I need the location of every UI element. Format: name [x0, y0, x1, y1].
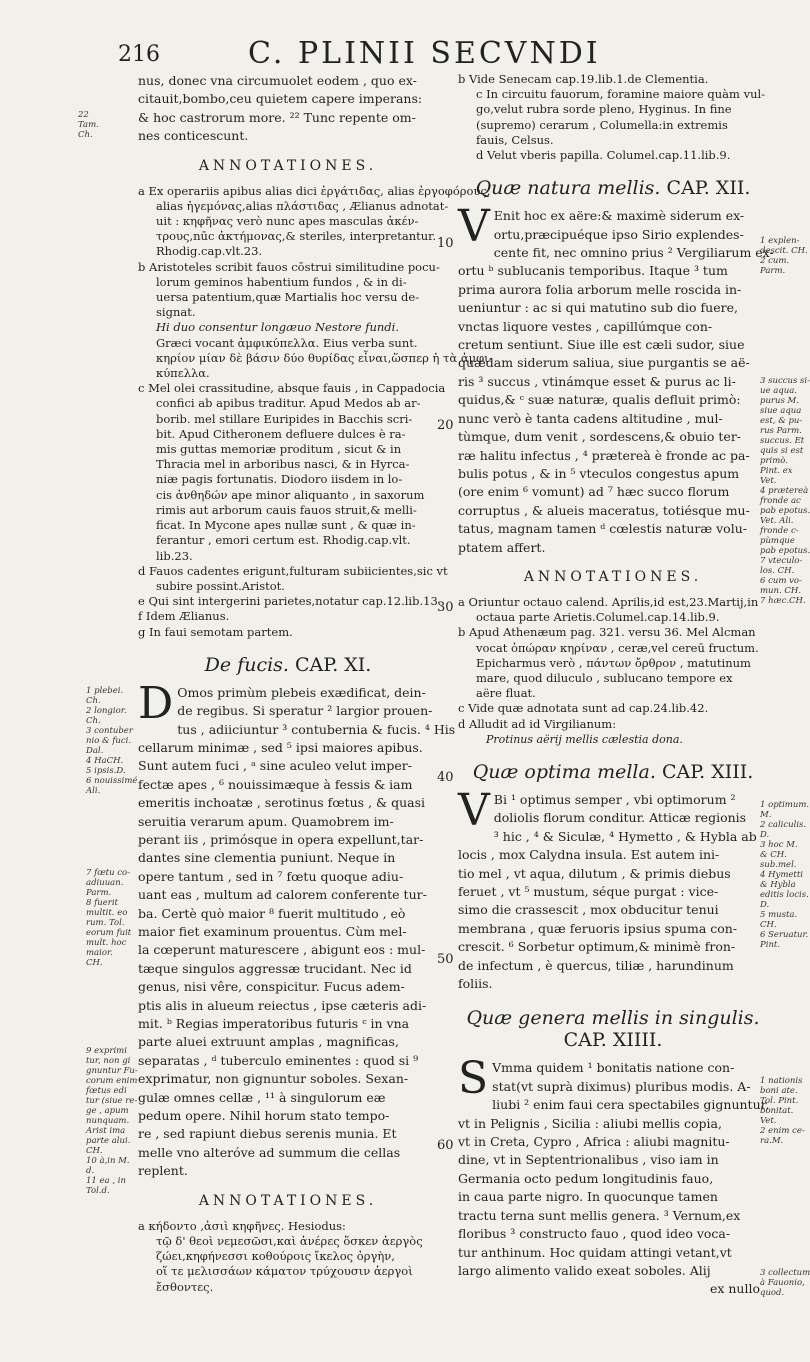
margin-note-line: fœtus edi — [86, 1086, 127, 1096]
text-line: ueniuntur : ac si qui matutino sub dio fuere, — [458, 300, 738, 316]
chapter-number: CAP. XIIII. — [563, 1029, 663, 1052]
margin-note-line: 3 collectum — [760, 1268, 810, 1278]
margin-note — [760, 236, 808, 276]
margin-note-line: pùmque — [760, 536, 795, 546]
text-line: dine, vt in Septentrionalibus , viso iam in — [458, 1152, 719, 1168]
margin-note-line: à Fauonio, — [760, 1278, 805, 1288]
annotation-e — [138, 594, 442, 609]
annotation-line: mis guttas memoriæ proditum , sicut & in — [156, 442, 402, 457]
annotation-line: c In circuitu fauorum, foramine maiore quàm vul- — [476, 87, 766, 102]
annotation-line: signat. — [156, 305, 196, 320]
margin-note-line: 5 ipsis.D. — [86, 766, 126, 776]
text-line: Germania octo pedum longitudinis fauo, — [458, 1170, 714, 1186]
margin-note-line: 3 hoc M. — [760, 840, 798, 850]
page-number: 216 — [118, 42, 160, 67]
annotation-line: e Qui sint intergerini parietes,notatur cap.12.lib.13. — [138, 594, 442, 609]
margin-note-line: quod. — [760, 1288, 785, 1298]
margin-note-line: 2 enim ce- — [760, 1126, 805, 1136]
annotation-line: d Velut vberis papilla. Columel.cap.11.lib.9. — [476, 148, 731, 163]
text-line: & hoc castrorum more. ²² Tunc repente om- — [138, 109, 416, 125]
text-line: ortu ᵇ sublucanis temporibus. Itaque ³ tum — [458, 263, 728, 279]
catchword: ex nullo — [709, 1281, 760, 1297]
text-line: vt in Pelignis , Sicilia : aliubi mellis copia, — [458, 1115, 722, 1131]
margin-note-line: 4 HaCH. — [86, 756, 124, 766]
chapter-title: De fucis. — [204, 653, 289, 676]
margin-note-line: tur (siue re- — [86, 1096, 138, 1106]
margin-note-line: 1 explen- — [760, 236, 800, 246]
margin-note-line: ue aqua. — [760, 386, 797, 396]
margin-note-line: 9 exprimi — [86, 1046, 127, 1056]
chapter-title: Quæ natura mellis. — [475, 177, 661, 200]
margin-note-line: descit. CH. — [760, 246, 808, 256]
annotation-line: mare, quod diluculo , sublucano tempore ex — [476, 670, 733, 685]
margin-note-line: mult. hoc — [86, 938, 127, 948]
chapter-heading — [138, 654, 438, 676]
chapter-text — [458, 784, 768, 993]
margin-note-line: tur, non gi — [86, 1056, 131, 1066]
margin-note-line: 2 caliculis. — [760, 820, 807, 830]
text-line: separatas , ᵈ tuberculo eminentes : quod si ⁹ — [138, 1052, 419, 1068]
text-line: uant eas , multum ad calorem conferente tur- — [138, 887, 427, 903]
margin-note-line: eorum fuit — [86, 928, 132, 938]
margin-note-line: succus. Et — [760, 436, 805, 446]
annotation-line: d Fauos cadentes erigunt,fulturam subiicientes,sic vt — [138, 563, 448, 578]
line-number: 30 — [437, 600, 454, 615]
annotation-line: lib.23. — [156, 548, 193, 563]
text-line: vnctas liquore vestes , capillúmque con- — [458, 318, 713, 334]
margin-note-line: 7 fœtu co- — [86, 868, 131, 878]
annotation-line: τῷ δ' θεοὶ νεμεσῶσι,καὶ ἀνέρες ὅσκεν ἀεργὸς — [156, 1233, 423, 1248]
text-line: in caua parte nigro. In quocunque tamen — [458, 1189, 718, 1205]
margin-note-line: D. — [760, 830, 770, 840]
margin-note-line: nio & fuci. — [86, 736, 132, 746]
drop-capital: V — [458, 784, 490, 836]
annotation-b — [138, 259, 493, 382]
annotation-line: ferantur , emori certum est. Rhodig.cap.vlt. — [156, 533, 411, 548]
annotation-line: a κήδοντο ,ἀσιὶ κηφῆνες. Hesiodus: — [138, 1218, 346, 1233]
annotation-line: uersa patentium,quæ Martialis hoc versu de- — [156, 290, 420, 305]
text-line: Sunt autem fuci , ᵃ sine aculeo velut imper- — [138, 758, 412, 774]
margin-note-line: Parm. — [86, 888, 112, 898]
margin-note — [760, 800, 809, 950]
margin-note-line: nunquam. — [86, 1116, 130, 1126]
margin-note-line: CH. — [86, 1146, 103, 1156]
margin-note-line: 6 Seruatur. — [760, 930, 809, 940]
annotations-heading: ANNOTATIONES. — [523, 568, 703, 585]
text-line: opere tantum , sed in ⁷ fœtu quoque adiu- — [138, 868, 404, 884]
annotation-line: a Ex operariis apibus alias dici ἐργάτιδας, alias ἐργοφόρους, — [138, 183, 491, 198]
annotation-line: d Alludit ad id Virgilianum: — [458, 716, 617, 731]
text-line: de infectum , è quercus, tiliæ , harundinum — [458, 957, 734, 973]
annotation-line: Rhodig.cap.vlt.23. — [156, 244, 263, 259]
text-line: ptatem affert. — [458, 539, 546, 555]
margin-note-line: D. — [760, 900, 770, 910]
drop-capital: V — [458, 201, 490, 253]
margin-note-line: 8 fuerit — [86, 898, 118, 908]
margin-note-line: 1 nationis — [760, 1076, 803, 1086]
text-line: floribus ³ constructo fauo , quod ideo voca- — [458, 1226, 731, 1242]
annotation-line: fauis, Celsus. — [476, 132, 554, 147]
text-line: Enit hoc ex aëre:& maximè siderum ex- — [493, 208, 745, 224]
chapter-title: Quæ optima mella. — [472, 760, 656, 783]
annotation-line: c Mel olei crassitudine, absque fauis , in Cappadocia — [138, 381, 446, 396]
text-line: re , sed rapiunt diebus serenis munia. Et — [138, 1126, 397, 1142]
text-line: doliolis florum conditur. Atticæ regionis — [493, 810, 747, 826]
margin-note-line: Pint. — [760, 940, 781, 950]
annotation-line: rimis aut arborum cauis fauos struit,& melli- — [156, 502, 417, 517]
margin-note-line: fronde c- — [760, 526, 799, 536]
annotation-line: borib. mel stillare Euripides in Bacchis scri- — [156, 411, 413, 426]
annotation-line: c Vide quæ adnotata sunt ad cap.24.lib.42. — [458, 701, 709, 716]
chapter-title: Quæ genera mellis in singulis. — [466, 1007, 760, 1030]
margin-note-line: Ch. — [86, 696, 101, 706]
annotations-heading: ANNOTATIONES. — [198, 1192, 378, 1209]
text-line: locis , mox Calydna insula. Est autem ini- — [458, 847, 720, 863]
margin-note-line: primò. — [760, 456, 788, 466]
text-line: genus, nisi vêre, conspicitur. Fucus adem- — [138, 979, 405, 995]
annotation-line: Græci vocant ἀμφικύπελλα. Eius verba sunt. — [156, 335, 418, 350]
running-head: C. PLINII SECVNDI — [248, 36, 601, 71]
margin-note — [760, 376, 810, 606]
text-line: replent. — [138, 1163, 188, 1179]
text-line: membrana , quæ feruoris ipsius spuma con- — [458, 920, 738, 936]
text-line: ³ hic , ⁴ & Siculæ, ⁴ Hymetto , & Hybla ab — [493, 828, 757, 844]
text-line: tùmque, dum venit , sordescens,& obuio ter- — [458, 429, 742, 445]
margin-note-line: rum. Tol. — [86, 918, 125, 928]
margin-note-line: purus M. — [760, 396, 799, 406]
margin-note — [760, 1076, 805, 1146]
margin-note-line: pab epotus. — [760, 506, 810, 516]
text-line: gulæ omnes cellæ , ¹¹ à singulorum eæ — [138, 1089, 386, 1105]
text-line: stat(vt suprà diximus) pluribus modis. A- — [492, 1078, 751, 1094]
annotation-line: subire possint.Aristot. — [156, 578, 285, 593]
text-line: Bi ¹ optimus semper , vbi optimorum ² — [493, 791, 736, 807]
margin-note-line: quis si est — [760, 446, 804, 456]
margin-note-line: Parm. — [760, 266, 786, 276]
margin-note-line: Ch. — [86, 716, 101, 726]
margin-note-line: ge , apum — [86, 1106, 129, 1116]
drop-capital: S — [458, 1053, 489, 1105]
line-number: 20 — [437, 418, 454, 433]
annotation-line: vocat ὀπώραν κηρίναν , ceræ,vel cereū fructum. — [476, 640, 759, 655]
text-line: crescit. ⁶ Sorbetur optimum,& minimè fron- — [458, 939, 736, 955]
annotation-hesiod — [138, 1219, 438, 1295]
text-line: tur anthinum. Hoc quidam attingi vetant,vt — [458, 1244, 732, 1260]
annotation-line: f Idem Ælianus. — [138, 609, 230, 624]
text-line: emeritis inchoatæ , serotinus fœtus , & quasi — [138, 795, 426, 811]
margin-note — [86, 868, 131, 968]
annotation-line: Thracia mel in arboribus nasci, & in Hyrca- — [156, 457, 410, 472]
text-line: melle vno alteróve ad summum die cellas — [138, 1144, 401, 1160]
margin-note-line: 1 plebei. — [86, 686, 124, 696]
text-line: parte aluei extruunt amplas , magnificas, — [138, 1034, 399, 1050]
text-line: ræ halitu infectus , ⁴ prætereà è fronde ac pa- — [458, 447, 750, 463]
annotation-line: octaua parte Arietis.Columel.cap.14.lib.9. — [476, 610, 720, 625]
virgil-quote: Protinus aërij mellis cælestia dona. — [486, 732, 683, 746]
margin-note-line: Vet. Ali. — [760, 516, 794, 526]
text-line: ortu,præcipuéque ipso Sirio explendes- — [493, 226, 744, 242]
margin-note-line: Dal. — [86, 746, 104, 756]
text-line: feruet , vt ⁵ mustum, séque purgat : vice- — [458, 884, 719, 899]
annotation-line: κηρίον μίαν δὲ βάσιν δύο θυρίδας εἶναι,ὥσπερ ἡ τὰ ἀμφι- — [156, 350, 493, 365]
margin-note-line: pab epotus. — [760, 546, 810, 556]
annotation-f — [138, 609, 438, 624]
margin-note-line: 7 vteculo- — [760, 556, 803, 566]
annotation-b — [458, 625, 768, 701]
annotation-line: ficat. In Mycone apes nullæ sunt , & quæ in- — [156, 518, 416, 533]
annotation-line: lorum geminos habentium fundos , & in di- — [156, 274, 407, 289]
annotation-d — [458, 717, 768, 732]
annotation-line: bit. Apud Citheronem defluere dulces è ra- — [156, 426, 406, 441]
margin-note-line: sub.mel. — [760, 860, 797, 870]
text-line: tractu terna sunt mellis genera. ³ Vernum,ex — [458, 1207, 741, 1223]
text-line: cretum sentiunt. Siue ille est cæli sudor, siue — [458, 337, 745, 353]
line-number: 50 — [437, 952, 454, 967]
annotation-line: aëre fluat. — [476, 686, 536, 701]
margin-note-line: Tam. — [78, 120, 99, 130]
margin-note-line: adiuuan. — [86, 878, 124, 888]
annotation-d — [138, 563, 448, 594]
text-line: liubi ² enim faui cera spectabiles gignuntur, — [492, 1097, 770, 1113]
text-line: largo alimento valido exeat soboles. Alij — [458, 1262, 711, 1278]
chapter-number: CAP. XII. — [666, 177, 751, 200]
margin-note-line: 3 succus si- — [760, 376, 810, 386]
text-line: citauit,bombo,ceu quietem capere imperans: — [138, 91, 423, 107]
annotation-line: Hi duo consentur longæuo Nestore fundi. — [156, 320, 399, 335]
annotation-line: g In faui semotam partem. — [138, 624, 293, 639]
chapter-heading — [458, 761, 768, 783]
chapter-heading — [458, 177, 768, 199]
annotation-line: οἵ τε μελισσάων κάματον τρύχουσιν ἀεργοὶ — [156, 1264, 413, 1279]
text-line: quædam siderum saliua, siue purgantis se aë- — [458, 355, 750, 371]
text-line: de regibus. Si speratur ² largior prouen- — [177, 703, 433, 719]
margin-note-line: Vet. — [760, 476, 777, 486]
margin-note-line: fronde ac — [760, 496, 801, 506]
margin-note-line: siue aqua — [760, 406, 802, 416]
annotation-line: uit : κηφῆνας verò nunc apes masculas ἀκέν- — [156, 214, 419, 229]
annotation-line: alias ἡγεμόνας,alias πλάστιδας , Ælianus adnotat- — [156, 198, 449, 213]
margin-note-line: parte alui. — [86, 1136, 131, 1146]
margin-note-line: corum enim — [86, 1076, 138, 1086]
margin-note-line: 4 Hymetti — [760, 870, 803, 880]
margin-note-line: & Hybla — [760, 880, 796, 890]
margin-note-line: 3 contuber — [86, 726, 133, 736]
margin-note-line: editis locis. — [760, 890, 809, 900]
margin-note-line: 2 cum. — [760, 256, 790, 266]
margin-note — [86, 1046, 138, 1196]
margin-note-line: Arist ima — [86, 1126, 126, 1136]
text-line: nes conticescunt. — [138, 128, 249, 144]
annotation-g — [138, 625, 438, 640]
margin-note — [86, 686, 137, 796]
line-number: 60 — [437, 1138, 454, 1153]
text-line: la cœperunt maturescere , abigunt eos : mul- — [138, 942, 426, 958]
margin-note-line: Ali. — [86, 786, 101, 796]
margin-note-line: d. — [86, 1166, 95, 1176]
margin-note-line: maior. — [86, 948, 113, 958]
drop-capital: D — [138, 677, 174, 729]
text-line: pedum opere. Nihil horum stato tempo- — [138, 1108, 390, 1124]
annotation-line: confici ab apibus traditur. Apud Medos ab ar- — [156, 396, 421, 411]
margin-note-line: los. CH. — [760, 566, 795, 576]
annotation-line: niæ pagis fortunatis. Diodoro iisdem in lo- — [156, 472, 403, 487]
text-line: seruitia verarum apum. Quamobrem im- — [138, 813, 394, 829]
text-line: nunc verò è tanta cadens altitudine , mul- — [458, 410, 723, 426]
margin-note-line: est, & pu- — [760, 416, 803, 426]
annotations-heading: ANNOTATIONES. — [198, 157, 378, 174]
text-line: tatus, magnam tamen ᵈ cœlestis naturæ volu- — [458, 521, 747, 537]
line-number: 40 — [437, 770, 454, 785]
margin-note-line: & CH. — [760, 850, 787, 860]
margin-note-line: boni ate. — [760, 1086, 798, 1096]
margin-note-line: CH. — [760, 920, 777, 930]
text-line: perant iis , primósque in opera expellunt,tar- — [138, 831, 424, 847]
text-line: exprimatur, non gignuntur soboles. Sexan- — [138, 1071, 409, 1087]
annotation-line: go,velut rubra sorde pleno, Hyginus. In fine — [476, 102, 732, 117]
margin-note-line: 6 cum vo- — [760, 576, 802, 586]
text-line: nus, donec vna circumuolet eodem , quo ex- — [138, 73, 417, 88]
margin-note-line: 10 à,in M. — [86, 1156, 130, 1166]
margin-note-line: 5 musta. — [760, 910, 798, 920]
top-annotations — [458, 72, 768, 163]
annotation-line: b Vide Senecam cap.19.lib.1.de Clementia. — [458, 72, 709, 86]
annotation-line: Epicharmus verò , πάντων ὄρθρον , matutinum — [476, 655, 751, 670]
margin-note-line: 2 longior. — [86, 706, 127, 716]
text-line: foliis. — [458, 976, 493, 992]
annotation-line: b Aristoteles scribit fauos cōstrui similitudine pocu- — [138, 259, 440, 274]
margin-note-line: 11 ea , in — [86, 1176, 126, 1186]
margin-note-line: 7 hæc.CH. — [760, 596, 806, 606]
text-line: cente fit, nec omnino prius ² Vergiliarum ex- — [493, 245, 774, 261]
text-line: tio mel , vt aqua, dilutum , & primis diebus — [458, 865, 731, 881]
text-line: tus , adiiciuntur ³ contubernia & fucis. ⁴ His — [177, 721, 456, 737]
text-line: simo die crassescit , mox obducitur tenui — [458, 902, 719, 918]
chapter-text — [458, 1053, 770, 1298]
annotation-a — [458, 595, 768, 625]
margin-note-line: 22 — [78, 110, 89, 120]
text-line: corruptus , & alueis maceratus, totiésque mu- — [458, 502, 750, 518]
margin-note-line: 4 prætereà — [760, 486, 809, 496]
margin-note-line: ra.M. — [760, 1136, 784, 1146]
text-line: Vmma quidem ¹ bonitatis natione con- — [492, 1060, 735, 1076]
text-line: ba. Certè quò maior ⁸ fuerit multitudo , eò — [138, 905, 406, 921]
chapter-number: CAP. XIII. — [661, 760, 754, 783]
text-line: fectæ apes , ⁶ nouissimæque à fessis & iam — [138, 776, 413, 792]
margin-note-line: rus Parm. — [760, 426, 802, 436]
margin-note-line: 6 nouissimé — [86, 776, 138, 786]
annotation-line: a Oriuntur octauo calend. Aprilis,id est,23.Martij,in — [458, 594, 759, 609]
annotation-line: τρους,nūc ἀκτήμονας,& steriles, interpretantur. — [156, 229, 437, 244]
margin-note-line: 1 optimum. — [760, 800, 810, 810]
annotation-line: cis ἀνθηδών ape minor aliquanto , in saxorum — [156, 487, 425, 502]
chapter-number: CAP. XI. — [295, 653, 372, 676]
annotation-c — [458, 701, 768, 716]
text-line: mit. ᵇ Regias imperatoribus futuris ᶜ in vna — [138, 1016, 410, 1032]
text-line: ris ³ succus , vtinámque esset & purus ac li- — [458, 373, 736, 389]
margin-note-line: bonitat. — [760, 1106, 794, 1116]
annotation-line: ἔσθοντες. — [156, 1279, 214, 1294]
text-line: dantes sine clementia puniunt. Neque in — [138, 850, 396, 866]
margin-note-line: CH. — [86, 958, 103, 968]
margin-note-line: Vet. — [760, 1116, 777, 1126]
margin-note-line: multit. eo — [86, 908, 128, 918]
margin-note-line: Pint. ex — [760, 466, 793, 476]
text-line: quidus,& ᶜ suæ naturæ, qualis defluit primò: — [458, 392, 741, 408]
annotation-line: κύπελλα. — [156, 366, 210, 381]
text-line: tæque singulos aggressæ trucidant. Nec id — [138, 960, 412, 976]
margin-note-line: Tol. Pint. — [760, 1096, 799, 1106]
margin-note — [760, 1268, 810, 1298]
text-line: vt in Creta, Cypro , Africa : aliubi magnitu- — [458, 1134, 730, 1150]
chapter-heading — [458, 1007, 768, 1051]
text-line: cellarum minimæ , sed ⁵ ipsi maiores apibus. — [138, 739, 423, 755]
text-line: bulis potus , & in ⁵ vteculos congestus apum — [458, 465, 740, 481]
margin-note-line: Ch. — [78, 130, 93, 140]
line-number: 10 — [437, 236, 454, 251]
margin-note-line: Tol.d. — [86, 1186, 110, 1196]
annotation-line: ζώει,κηφήνεσσι κοθούροις ἴκελος ὀργὴν, — [156, 1249, 395, 1264]
margin-note-line: gnuntur Fu- — [86, 1066, 138, 1076]
text-line: maior fiet examinum prouentus. Cùm mel- — [138, 924, 407, 939]
margin-note — [78, 110, 99, 140]
opening-text — [138, 72, 438, 146]
text-line: (ore enim ⁶ vomunt) ad ⁷ hæc succo florum — [458, 484, 730, 500]
margin-note-line: mun. CH. — [760, 586, 802, 596]
text-line: Omos primùm plebeis exædificat, dein- — [177, 684, 426, 700]
annotation-line: b Apud Athenæum pag. 321. versu 36. Mel Alcman — [458, 625, 756, 640]
text-line: ptis alis in alueum reiectus , ipse cæteris adi- — [138, 997, 427, 1013]
text-line: prima aurora folia arborum melle roscida in- — [458, 281, 742, 297]
annotation-line: (supremo) cerarum , Columella:in extremis — [476, 117, 728, 132]
margin-note-line: M. — [760, 810, 772, 820]
